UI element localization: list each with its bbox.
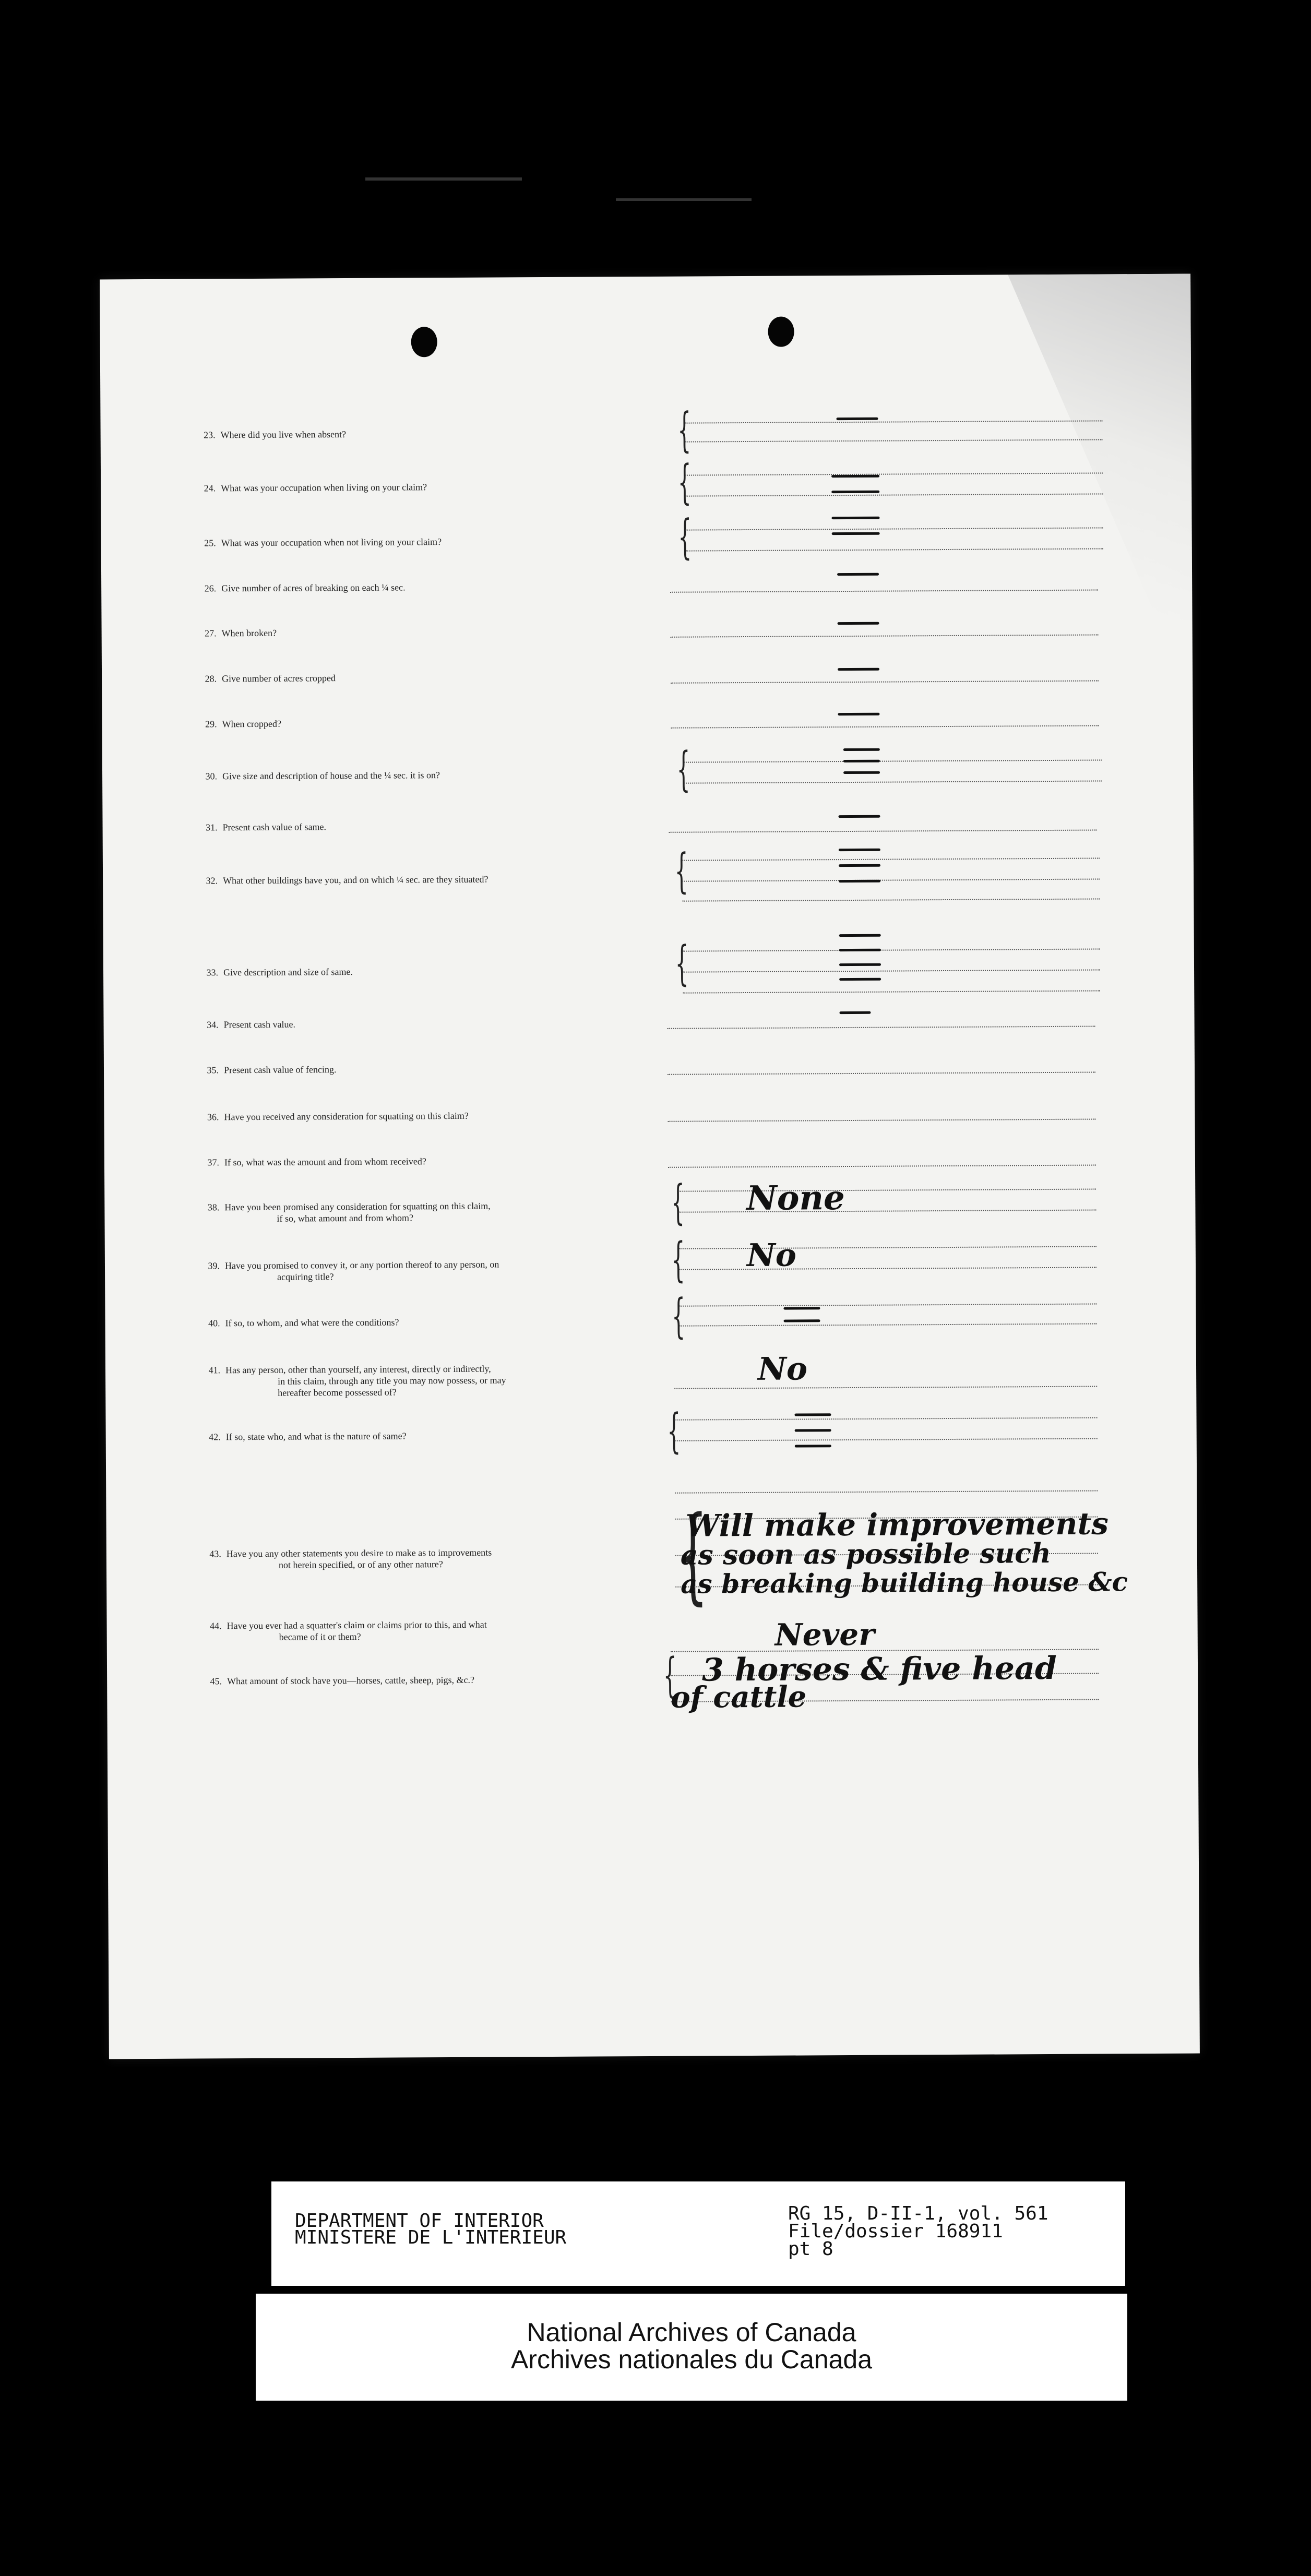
brace: {	[667, 1403, 681, 1459]
blank-mark	[795, 1429, 831, 1432]
brace: {	[671, 1175, 685, 1230]
answer-line	[686, 548, 1103, 551]
blank-mark	[836, 418, 878, 420]
blank-mark	[839, 978, 881, 981]
part-reference: pt 8	[788, 2238, 833, 2260]
question-30: 30. Give size and description of house and the ¼ sec. it is on?	[205, 770, 440, 782]
archive-banner	[256, 2294, 1127, 2401]
archive-name-french: Archives nationales du Canada	[510, 2345, 873, 2374]
brace: {	[678, 509, 692, 565]
question-36: 36. Have you received any consideration for squatting on this claim?	[207, 1110, 469, 1123]
blank-mark	[839, 864, 880, 867]
blank-mark	[843, 771, 880, 774]
answer-44-handwriting: Never	[774, 1616, 875, 1653]
brace: {	[663, 1648, 677, 1703]
answer-43-line2: as soon as possible such	[680, 1537, 1051, 1571]
question-23: 23. Where did you live when absent?	[204, 429, 347, 440]
answer-line	[686, 527, 1103, 530]
question-38: 38. Have you been promised any consideration for squatting on this claim, if so, what amount and from whom?	[207, 1200, 491, 1224]
brace: {	[674, 843, 688, 899]
folded-corner	[1008, 274, 1193, 703]
question-42: 42. If so, state who, and what is the nature of same?	[209, 1430, 407, 1442]
blank-mark	[838, 713, 879, 715]
archive-reference-label	[271, 2181, 1125, 2286]
answer-line	[682, 857, 1100, 861]
answer-line	[682, 898, 1100, 901]
answer-line	[679, 1246, 1097, 1249]
answer-43-line1: Will make improvements	[685, 1506, 1109, 1544]
question-33: 33. Give description and size of same.	[206, 966, 353, 978]
question-32: 32. What other buildings have you, and on which ¼ sec. are they situated?	[206, 874, 488, 886]
blank-mark	[838, 622, 879, 625]
answer-line	[684, 780, 1102, 783]
blank-mark	[839, 849, 880, 851]
blank-mark	[839, 963, 881, 966]
blank-mark	[843, 760, 880, 762]
form-page	[100, 274, 1200, 2059]
answer-line	[678, 1210, 1096, 1213]
answer-38-handwriting: None	[746, 1178, 845, 1219]
blank-mark	[831, 475, 879, 478]
answer-line	[685, 493, 1103, 496]
answer-line	[682, 878, 1100, 881]
punch-hole	[411, 327, 437, 357]
blank-mark	[831, 517, 879, 519]
answer-line	[685, 439, 1103, 442]
question-37: 37. If so, what was the amount and from whom received?	[207, 1156, 426, 1168]
brace: {	[677, 402, 692, 458]
question-31: 31. Present cash value of same.	[206, 821, 327, 833]
answer-line	[678, 1189, 1096, 1192]
answer-line	[675, 1417, 1098, 1421]
question-45: 45. What amount of stock have you—horses, cattle, sheep, pigs, &c.?	[210, 1674, 475, 1687]
answer-line	[683, 969, 1100, 972]
question-43: 43. Have you any other statements you desire to make as to improvements not herein specified, or of any other nature?	[209, 1547, 492, 1570]
answer-line	[683, 948, 1100, 951]
punch-hole	[768, 317, 794, 347]
blank-mark	[795, 1445, 831, 1447]
blank-mark	[784, 1319, 820, 1322]
brace: {	[677, 455, 692, 510]
department-english: DEPARTMENT OF INTERIOR	[295, 2210, 544, 2232]
answer-line	[675, 1490, 1098, 1494]
answer-line	[684, 759, 1102, 762]
brace: {	[676, 742, 690, 797]
question-24: 24. What was your occupation when living on your claim?	[204, 482, 427, 494]
answer-45-line1: 3 horses & five head	[701, 1650, 1057, 1689]
question-40: 40. If so, to whom, and what were the conditions?	[208, 1317, 399, 1329]
blank-mark	[839, 1011, 871, 1014]
question-26: 26. Give number of acres of breaking on each ¼ sec.	[204, 582, 406, 594]
blank-mark	[837, 573, 879, 576]
brace: {	[671, 1232, 685, 1287]
brace: {	[677, 1494, 708, 1616]
blank-mark	[838, 815, 880, 818]
blank-mark	[831, 491, 879, 493]
answer-line	[679, 1304, 1097, 1307]
file-reference: File/dossier 168911	[788, 2221, 1003, 2242]
question-39: 39. Have you promised to convey it, or any portion thereof to any person, on acquiring title?	[208, 1259, 499, 1282]
question-29: 29. When cropped?	[205, 718, 282, 730]
answer-line	[683, 990, 1100, 993]
answer-line	[685, 472, 1103, 475]
answer-45-line2: of cattle	[671, 1679, 807, 1715]
blank-mark	[794, 1413, 831, 1416]
question-35: 35. Present cash value of fencing.	[207, 1064, 337, 1076]
question-27: 27. When broken?	[205, 627, 277, 639]
archive-name-english: National Archives of Canada	[527, 2318, 856, 2347]
blank-mark	[843, 748, 880, 751]
brace: {	[671, 1289, 686, 1344]
blank-mark	[839, 880, 880, 882]
record-group-reference: RG 15, D-II-1, vol. 561	[788, 2203, 1048, 2224]
question-25: 25. What was your occupation when not living on your claim?	[204, 536, 442, 548]
blank-mark	[832, 532, 880, 535]
answer-41-handwriting: No	[757, 1351, 808, 1388]
answer-line	[685, 420, 1103, 423]
brace: {	[675, 936, 689, 991]
blank-mark	[839, 949, 881, 951]
answer-39-handwriting: No	[746, 1237, 796, 1274]
blank-mark	[783, 1307, 820, 1309]
question-41: 41. Has any person, other than yourself, any interest, directly or indirectly, in this claim, through any title you may now possess, or may hereafter become possessed of?	[208, 1363, 506, 1398]
question-34: 34. Present cash value.	[207, 1019, 296, 1030]
answer-43-line3: as breaking building house &c	[681, 1566, 1128, 1600]
department-french: MINISTERE DE L'INTERIEUR	[295, 2227, 567, 2248]
question-44: 44. Have you ever had a squatter's claim or claims prior to this, and what became of it or them?	[210, 1619, 487, 1642]
answer-line	[680, 1323, 1097, 1327]
question-28: 28. Give number of acres cropped	[205, 673, 336, 684]
blank-mark	[839, 934, 881, 937]
blank-mark	[838, 668, 879, 671]
